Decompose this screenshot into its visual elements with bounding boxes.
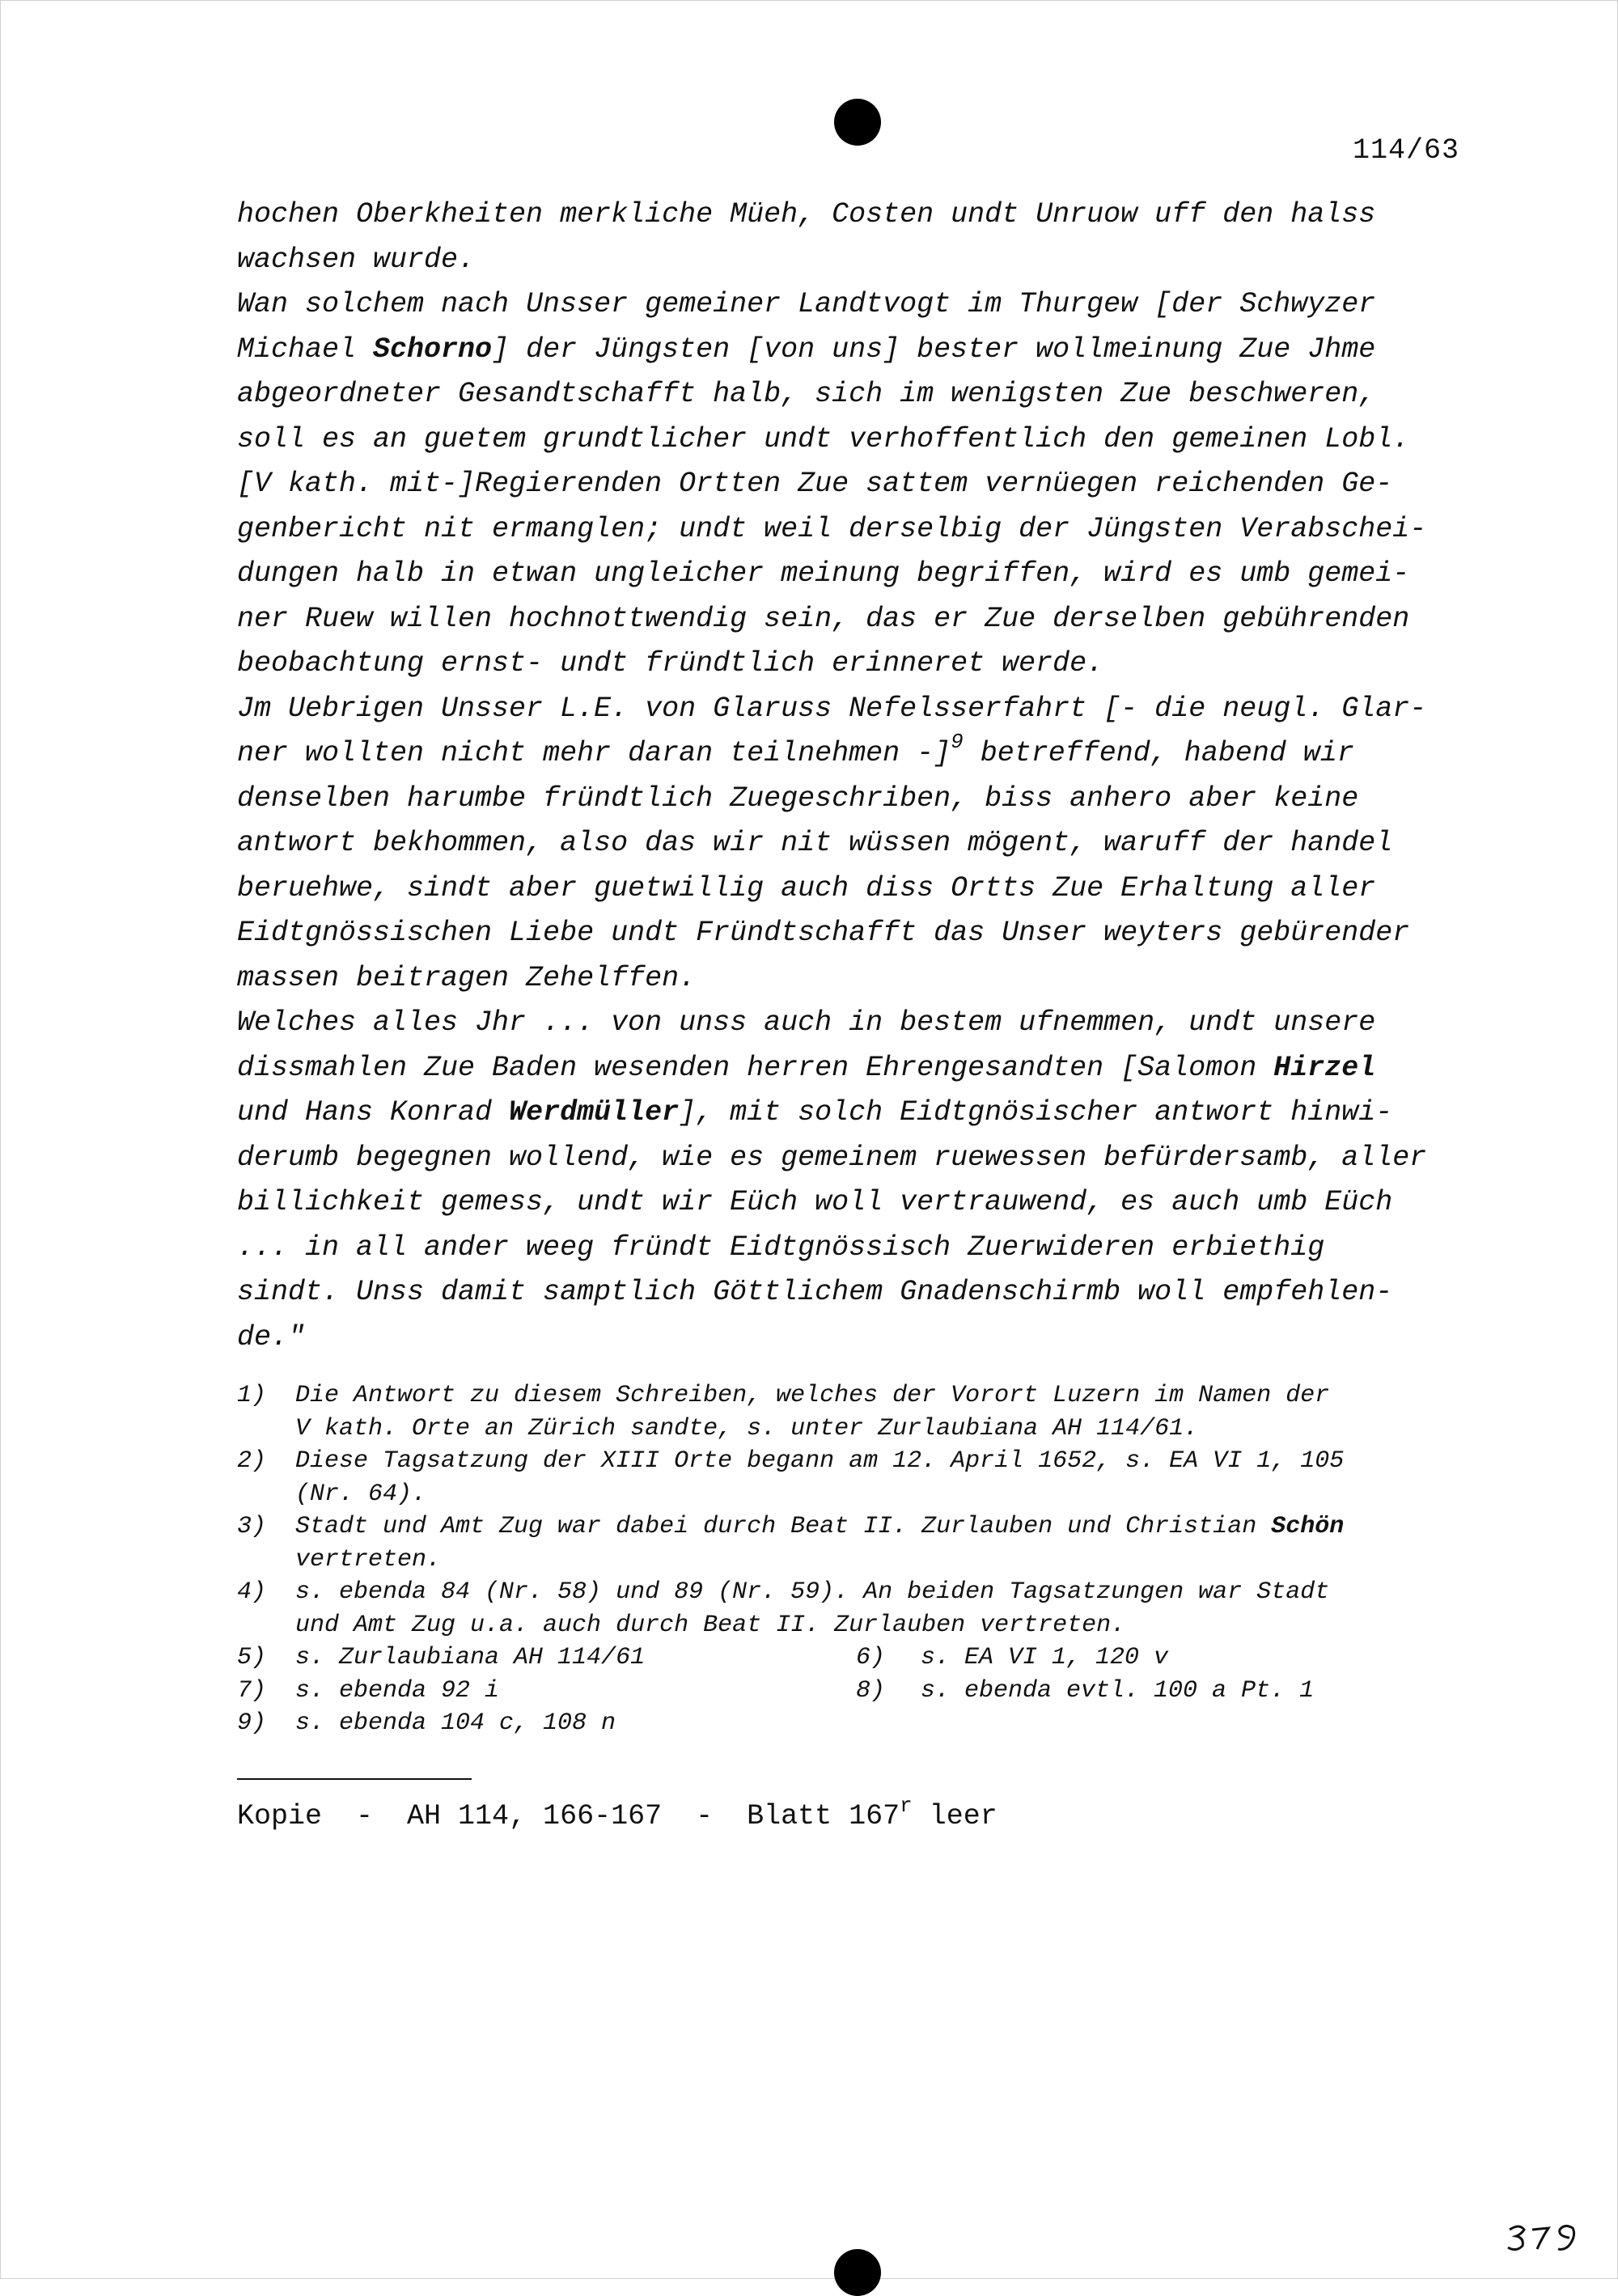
body-line	[237, 1270, 1487, 1315]
footnote-number: 4)	[237, 1578, 267, 1606]
text-run: (Nr. 64).	[295, 1480, 427, 1508]
body-line	[237, 507, 1487, 553]
body-line	[237, 821, 1487, 866]
text-run: beobachtung ernst- undt fründtlich erinneret werde.	[237, 647, 1104, 680]
footnote-text	[295, 1379, 1329, 1413]
body-line	[237, 642, 1487, 687]
footnote-line	[237, 1642, 1499, 1675]
body-line	[237, 193, 1487, 238]
footnote-line	[237, 1478, 1499, 1511]
body-line	[237, 956, 1487, 1002]
footnote-number: 8)	[856, 1676, 886, 1705]
text-run: ner Ruew willen hochnottwendig sein, das er Zue derselben gebührenden	[237, 602, 1410, 635]
body-line	[237, 866, 1487, 912]
footer-rule	[237, 1778, 472, 1780]
body-line	[237, 1046, 1487, 1091]
body-line	[237, 911, 1487, 956]
text-run: [V kath. mit-]Regierenden Ortten Zue sattem vernüegen reichenden Ge-	[237, 468, 1393, 500]
body-line	[237, 1136, 1487, 1181]
name-bold: Hirzel	[1273, 1051, 1376, 1084]
source-citation-suffix: leer	[912, 1800, 997, 1832]
footnote-ref: 9	[951, 730, 964, 754]
body-line	[237, 1226, 1487, 1271]
text-run: betreffend, habend wir	[963, 737, 1354, 769]
text-run: ... in all ander weeg fründt Eidtgnössisch Zuerwideren erbiethig	[237, 1231, 1325, 1264]
footnote-number: 3)	[237, 1513, 267, 1540]
name-bold: Schön	[1271, 1513, 1345, 1540]
text-run: massen beitragen Zehelffen.	[237, 961, 697, 994]
text-run: billichkeit gemess, undt wir Eüch woll vertrauwend, es auch umb Eüch	[237, 1186, 1393, 1218]
text-run: s. ebenda 84 (Nr. 58) und 89 (Nr. 59). An beiden Tagsatzungen war Stadt	[295, 1578, 1330, 1606]
text-run: abgeordneter Gesandtschafft halb, sich im wenigsten Zue beschweren,	[237, 378, 1376, 410]
body-line	[237, 238, 1487, 283]
footnote-text	[295, 1544, 441, 1577]
body-line	[237, 731, 1487, 777]
body-line	[237, 462, 1487, 507]
punch-hole-top	[834, 99, 881, 146]
body-line	[237, 777, 1487, 822]
footnote-line	[237, 1609, 1499, 1642]
footnote-number: 7)	[237, 1676, 267, 1705]
text-run: beruehwe, sindt aber guetwillig auch diss Ortts Zue Erhaltung aller	[237, 871, 1376, 904]
text-run: genbericht nit ermanglen; undt weil derselbig der Jüngsten Verabschei-	[237, 512, 1427, 545]
text-run: soll es an guetem grundtlicher undt verhoffentlich den gemeinen Lobl.	[237, 422, 1410, 455]
footnote-line	[237, 1510, 1499, 1544]
punch-hole-bottom	[834, 2249, 881, 2296]
body-line	[237, 417, 1487, 463]
text-run: Diese Tagsatzung der XIII Orte begann am 12. April 1652, s. EA VI 1, 105	[295, 1447, 1345, 1475]
footnote-line	[237, 1576, 1499, 1609]
text-run: ], mit solch Eidtgnösischer antwort hinwi-	[679, 1096, 1393, 1129]
source-citation-text: Kopie - AH 114, 166-167 - Blatt 167	[237, 1800, 900, 1832]
text-run: ] der Jüngsten [von uns] bester wollmeinung Zue Jhme	[492, 333, 1376, 366]
text-run: dissmahlen Zue Baden wesenden herren Ehrengesandten [Salomon	[237, 1051, 1274, 1084]
text-run: derumb begegnen wollend, wie es gemeinem ruewessen befürdersamb, aller	[237, 1141, 1427, 1174]
name-bold: Schorno	[373, 333, 493, 366]
text-run: V kath. Orte an Zürich sandte, s. unter Zurlaubiana AH 114/61.	[295, 1414, 1199, 1442]
body-line	[237, 552, 1487, 597]
footnote-line	[237, 1675, 1499, 1708]
body-line	[237, 1180, 1487, 1226]
footnote-line	[237, 1413, 1499, 1446]
text-run: und Hans Konrad	[237, 1096, 510, 1129]
footnote-line	[237, 1544, 1499, 1577]
text-run: s. ebenda 104 c, 108 n	[295, 1709, 616, 1737]
footnote-number: 1)	[237, 1382, 267, 1409]
text-run: sindt. Unss damit samptlich Göttlichem Gnadenschirmb woll empfehlen-	[237, 1276, 1393, 1308]
text-run: de."	[237, 1320, 306, 1353]
footnote-text	[295, 1510, 1344, 1544]
source-citation	[237, 1794, 997, 1832]
text-run: und Amt Zug u.a. auch durch Beat II. Zurlauben vertreten.	[295, 1611, 1126, 1639]
text-run: Wan solchem nach Unsser gemeiner Landtvogt im Thurgew [der Schwyzer	[237, 288, 1376, 320]
footnote-text	[295, 1609, 1125, 1642]
name-bold: Werdmüller	[509, 1096, 680, 1129]
body-line	[237, 282, 1487, 328]
text-run: Eidtgnössischen Liebe undt Fründtschafft das Unser weyters gebürender	[237, 917, 1410, 949]
body-line	[237, 1001, 1487, 1046]
footnote-number: 5)	[237, 1644, 267, 1671]
text-run: s. Zurlaubiana AH 114/61	[295, 1644, 646, 1671]
footnote-number: 6)	[856, 1644, 886, 1671]
letter-body	[237, 193, 1487, 1360]
footnote-line	[237, 1707, 1499, 1740]
text-run: denselben harumbe fründtlich Zuegeschriben, biss anhero aber keine	[237, 782, 1359, 815]
footnote-text: s. ebenda evtl. 100 a Pt. 1	[921, 1676, 1315, 1705]
text-run: ner wollten nicht mehr daran teilnehmen -]	[237, 737, 951, 769]
text-run: Die Antwort zu diesem Schreiben, welches der Vorort Luzern im Namen der	[295, 1382, 1330, 1409]
body-line	[237, 372, 1487, 417]
body-line	[237, 1315, 1487, 1361]
text-run: hochen Oberkheiten merkliche Müeh, Costen undt Unruow uff den halss	[237, 198, 1376, 231]
body-line	[237, 328, 1487, 373]
handwritten-page-mark	[1505, 2222, 1586, 2254]
footnote-number: 2)	[237, 1447, 267, 1475]
text-run: Michael	[237, 333, 374, 366]
text-run: antwort bekhommen, also das wir nit wüssen mögent, waruff der handel	[237, 827, 1393, 859]
footnote-line	[237, 1379, 1499, 1413]
footnote-line	[237, 1445, 1499, 1478]
footnotes	[237, 1379, 1499, 1740]
body-line	[237, 687, 1487, 732]
footnote-text	[295, 1707, 616, 1740]
text-run: Jm Uebrigen Unsser L.E. von Glaruss Nefelsserfahrt [- die neugl. Glar-	[237, 692, 1427, 725]
footnote-number: 9)	[237, 1709, 267, 1737]
text-run: wachsen wurde.	[237, 243, 476, 276]
body-line	[237, 597, 1487, 642]
footnote-text	[295, 1675, 499, 1708]
footnote-text	[295, 1576, 1329, 1609]
footnote-text	[295, 1445, 1344, 1478]
footnote-text	[295, 1413, 1198, 1446]
footnote-text	[295, 1478, 426, 1511]
footnote-text: s. EA VI 1, 120 v	[921, 1644, 1169, 1671]
body-line	[237, 1091, 1487, 1136]
page-number: 114/63	[1353, 134, 1460, 167]
text-run: Welches alles Jhr ... von unss auch in bestem ufnemmen, undt unsere	[237, 1006, 1376, 1039]
footnote-text	[295, 1642, 645, 1675]
text-run: vertreten.	[295, 1545, 442, 1574]
text-run: dungen halb in etwan ungleicher meinung begriffen, wird es umb gemei-	[237, 557, 1410, 590]
text-run: Stadt und Amt Zug war dabei durch Beat II. Zurlauben und Christian	[295, 1513, 1272, 1540]
text-run: s. ebenda 92 i	[295, 1676, 500, 1705]
folio-superscript: r	[900, 1794, 913, 1818]
